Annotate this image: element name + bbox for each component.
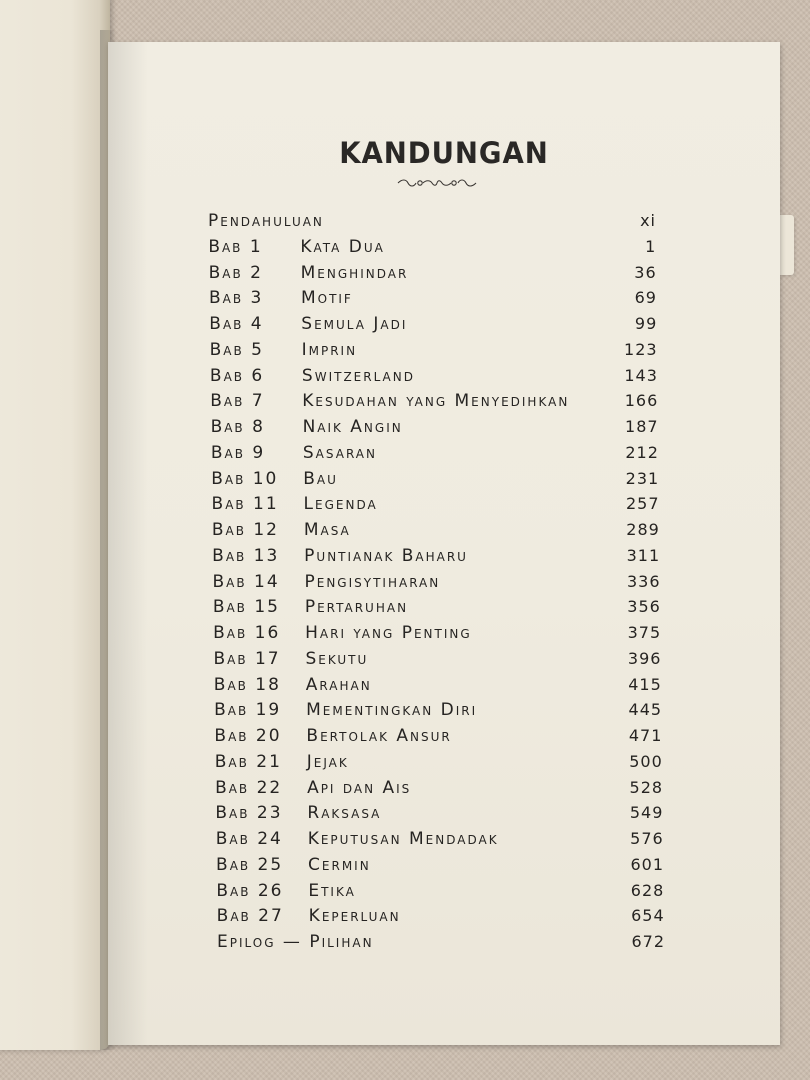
toc-row — [211, 415, 661, 439]
toc-entry-title: Pertaruhan — [304, 597, 409, 618]
toc-page-number: 36 — [634, 262, 657, 282]
toc-page-number: 500 — [629, 751, 663, 771]
toc-page-number: 375 — [627, 623, 662, 642]
toc-entry-title: Motif — [300, 288, 353, 309]
toc-entry-title: Etika — [308, 880, 356, 901]
toc-entry-title: Cermin — [308, 854, 371, 875]
toc-chapter-number: Bab 23 — [215, 803, 283, 824]
toc-row — [209, 261, 659, 285]
toc-chapter-number: Bab 10 — [211, 468, 279, 489]
toc-chapter-number: Bab 17 — [213, 648, 281, 669]
toc-chapter-number: Bab 18 — [213, 674, 281, 695]
toc-entry-title: Semula Jadi — [301, 314, 408, 334]
toc-row — [213, 621, 663, 645]
toc-chapter-number: Bab 12 — [211, 520, 279, 540]
toc-row — [214, 673, 664, 697]
toc-row-epilogue — [217, 930, 667, 954]
toc-row — [211, 467, 661, 491]
toc-chapter-number: Bab 3 — [208, 288, 264, 309]
toc-entry-title: Legenda — [303, 494, 378, 515]
toc-chapter-number: Bab 24 — [215, 829, 283, 849]
toc-entry-title: Jejak — [306, 751, 349, 772]
toc-page-number: 601 — [630, 854, 665, 874]
toc-row — [208, 235, 658, 259]
toc-row-preface — [208, 209, 658, 233]
toc-entry-title: Imprin — [301, 339, 358, 360]
left-page — [0, 0, 110, 1050]
toc-page-number: 187 — [625, 417, 659, 436]
toc-entry-title: Bau — [303, 468, 338, 489]
toc-chapter-number: Bab 9 — [210, 442, 266, 463]
toc-page-number: 143 — [624, 365, 658, 385]
scroll-flourish-icon — [396, 178, 478, 188]
toc-entry-title: Puntianak Baharu — [304, 545, 468, 566]
toc-row — [217, 904, 667, 928]
toc-chapter-number: Bab 22 — [215, 777, 283, 798]
toc-row — [216, 853, 666, 877]
toc-entry-title: Kata Dua — [300, 236, 385, 257]
toc-row — [216, 879, 666, 903]
toc-chapter-number: Bab 14 — [212, 571, 280, 592]
toc-page-number: 576 — [630, 829, 664, 848]
toc-page-number: 628 — [630, 880, 665, 900]
toc-page-number: 257 — [625, 494, 660, 514]
toc-entry-title: Sasaran — [302, 442, 377, 463]
toc-page-number: 396 — [627, 648, 662, 668]
toc-row — [213, 595, 663, 619]
toc-page-number: 336 — [626, 571, 661, 591]
toc-page-number: 1 — [645, 236, 657, 256]
toc-page-number: 123 — [624, 339, 658, 359]
toc-entry-title: Pengisytiharan — [304, 571, 441, 592]
toc-page-number: 289 — [626, 520, 660, 539]
toc-row — [215, 750, 665, 774]
toc-chapter-number: Bab 15 — [212, 597, 280, 618]
toc-entry-title: Kesudahan yang Menyedihkan — [302, 391, 570, 412]
toc-page-number: 549 — [629, 803, 664, 823]
toc-entry-title: Mementingkan Diri — [306, 700, 478, 721]
toc-entry-title: Sekutu — [305, 648, 369, 669]
toc-entry-title: Masa — [303, 520, 351, 540]
page-title: KANDUNGAN — [339, 136, 549, 170]
toc-page-number: 356 — [627, 597, 661, 617]
toc-page-number: 311 — [626, 545, 661, 565]
toc-entry-title: Hari yang Penting — [305, 623, 472, 643]
toc-row — [212, 544, 662, 568]
toc-page-number: 231 — [625, 468, 660, 488]
toc-row — [210, 364, 660, 388]
toc-row — [213, 570, 663, 594]
toc-chapter-number: Bab 1 — [208, 236, 263, 257]
toc-row — [212, 518, 662, 542]
toc-page-number: 212 — [625, 442, 659, 462]
toc-page-number: 415 — [628, 674, 662, 694]
toc-chapter-number: Bab 20 — [214, 726, 282, 746]
toc-entry-title: Epilog — Pilihan — [217, 932, 374, 952]
toc-chapter-number: Bab 2 — [208, 262, 263, 283]
toc-chapter-number: Bab 4 — [209, 314, 264, 334]
toc-row — [212, 492, 662, 516]
toc-row — [215, 801, 665, 825]
toc-chapter-number: Bab 27 — [216, 906, 284, 927]
toc-entry-title: Keperluan — [308, 906, 401, 927]
toc-row — [214, 698, 664, 722]
toc-entry-title: Pendahuluan — [208, 211, 324, 231]
toc-row — [216, 827, 666, 851]
toc-entry-title: Keputusan Mendadak — [307, 829, 499, 849]
toc-chapter-number: Bab 21 — [214, 751, 282, 772]
toc-page-number: 99 — [634, 314, 658, 333]
toc-page-number: xi — [640, 211, 656, 230]
toc-row — [215, 776, 665, 800]
toc-chapter-number: Bab 19 — [214, 700, 282, 721]
toc-row — [210, 389, 660, 413]
toc-chapter-number: Bab 16 — [213, 623, 281, 643]
toc-entry-title: Raksasa — [307, 803, 382, 824]
toc-page-number: 528 — [629, 777, 664, 797]
toc-entry-title: Switzerland — [301, 365, 415, 386]
toc-chapter-number: Bab 7 — [210, 391, 265, 412]
toc-entry-title: Arahan — [305, 674, 372, 695]
toc-row — [209, 312, 659, 336]
toc-chapter-number: Bab 5 — [209, 339, 264, 360]
toc-chapter-number: Bab 13 — [212, 545, 280, 566]
toc-chapter-number: Bab 26 — [216, 880, 284, 901]
toc-row — [213, 647, 663, 671]
toc-page-number: 445 — [628, 700, 663, 720]
toc-chapter-number: Bab 11 — [211, 494, 279, 515]
contents-page — [108, 42, 780, 1045]
toc-chapter-number: Bab 25 — [216, 854, 284, 875]
toc-page-number: 471 — [628, 726, 663, 745]
toc-page-number: 672 — [631, 932, 665, 951]
toc-row — [209, 286, 659, 310]
toc-row — [210, 338, 660, 362]
toc-page-number: 69 — [634, 288, 657, 308]
toc-entry-title: Api dan Ais — [307, 777, 412, 798]
toc-row — [211, 441, 661, 465]
toc-chapter-number: Bab 8 — [210, 417, 265, 437]
toc-page-number: 654 — [631, 906, 665, 926]
toc-page-number: 166 — [624, 391, 659, 411]
toc-entry-title: Bertolak Ansur — [306, 726, 452, 746]
toc-row — [214, 724, 664, 748]
toc-entry-title: Menghindar — [300, 262, 409, 283]
toc-chapter-number: Bab 6 — [209, 365, 265, 386]
toc-entry-title: Naik Angin — [302, 417, 403, 437]
